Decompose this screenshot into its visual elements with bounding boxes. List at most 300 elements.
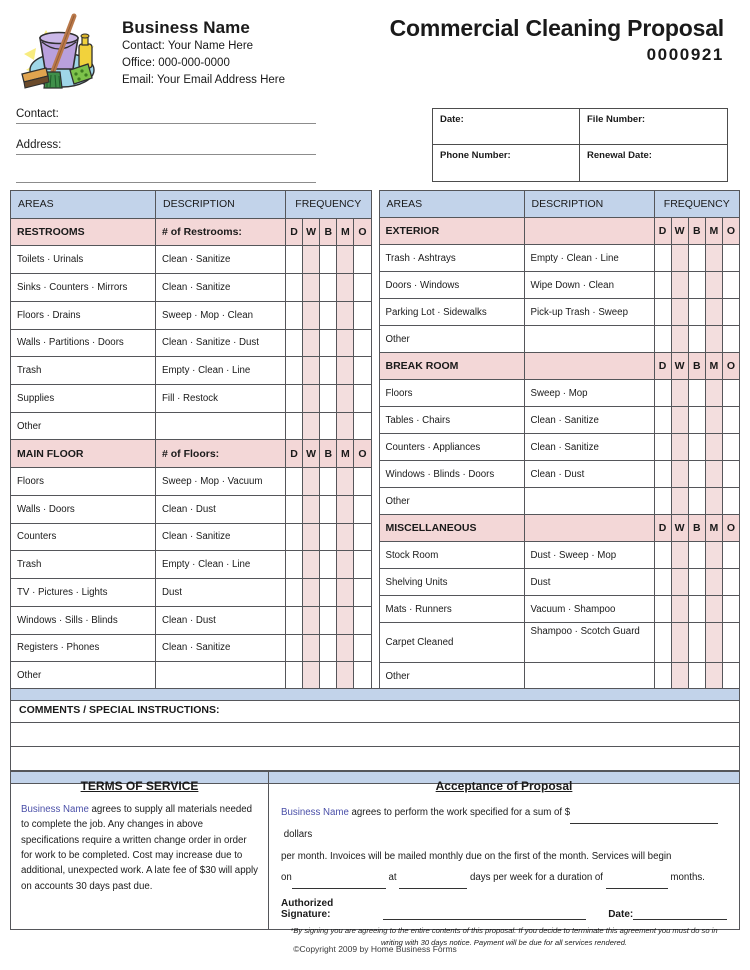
right-freq-cell-b[interactable]	[688, 245, 705, 272]
left-freq-cell-b[interactable]	[320, 551, 337, 579]
right-freq-cell-o[interactable]	[722, 380, 739, 407]
document-number: 0000921	[646, 45, 724, 65]
left-freq-cell-b[interactable]	[320, 329, 337, 357]
contact-field[interactable]: Contact:	[16, 108, 316, 124]
left-header-areas: AREAS	[11, 191, 156, 219]
left-freq-cell-w[interactable]	[303, 246, 320, 274]
right-freq-cell-d[interactable]	[654, 488, 671, 515]
right-freq-cell-o[interactable]	[722, 542, 739, 569]
right-description-cell: Vacuum · Shampoo	[524, 596, 654, 623]
business-office: Office: 000-000-0000	[122, 57, 230, 70]
left-freq-cell-m[interactable]	[337, 523, 354, 551]
left-freq-cell-d[interactable]	[286, 495, 303, 523]
left-table-row	[11, 495, 372, 523]
left-freq-cell-b[interactable]	[320, 606, 337, 634]
address-field[interactable]: Address:	[16, 139, 316, 155]
checklist-tables	[10, 190, 740, 690]
left-area-cell: Floors	[11, 468, 156, 496]
right-freq-cell-b[interactable]	[688, 380, 705, 407]
right-freq-cell-b[interactable]	[688, 542, 705, 569]
right-freq-cell-b[interactable]	[688, 461, 705, 488]
left-freq-cell-o[interactable]	[354, 662, 371, 690]
left-freq-header-m: M	[337, 218, 354, 246]
left-freq-cell-d[interactable]	[286, 606, 303, 634]
left-freq-cell-d[interactable]	[286, 551, 303, 579]
right-freq-cell-m[interactable]	[705, 596, 722, 623]
right-freq-header-d: D	[654, 353, 671, 380]
left-freq-cell-w[interactable]	[303, 412, 320, 440]
left-freq-cell-o[interactable]	[354, 634, 371, 662]
left-section-row	[11, 440, 372, 468]
left-checklist-table	[10, 190, 372, 690]
left-area-cell: TV · Pictures · Lights	[11, 579, 156, 607]
right-description-cell: Clean · Sanitize	[524, 407, 654, 434]
right-freq-cell-o[interactable]	[722, 569, 739, 596]
right-freq-cell-w[interactable]	[671, 596, 688, 623]
right-area-cell: Other	[379, 326, 524, 353]
left-description-cell: Empty · Clean · Line	[156, 551, 286, 579]
left-freq-header-w: W	[303, 440, 320, 468]
left-freq-cell-m[interactable]	[337, 274, 354, 302]
left-freq-cell-b[interactable]	[320, 523, 337, 551]
right-freq-cell-m[interactable]	[705, 326, 722, 353]
left-freq-cell-o[interactable]	[354, 523, 371, 551]
comments-input-line-2[interactable]	[11, 747, 739, 771]
left-freq-cell-m[interactable]	[337, 412, 354, 440]
left-freq-cell-m[interactable]	[337, 606, 354, 634]
right-freq-cell-w[interactable]	[671, 407, 688, 434]
left-description-cell: Clean · Sanitize	[156, 523, 286, 551]
right-freq-cell-w[interactable]	[671, 245, 688, 272]
left-freq-cell-m[interactable]	[337, 634, 354, 662]
left-freq-cell-m[interactable]	[337, 246, 354, 274]
left-area-cell: Windows · Sills · Blinds	[11, 606, 156, 634]
right-freq-cell-o[interactable]	[722, 596, 739, 623]
left-area-cell: Other	[11, 662, 156, 690]
left-description-cell	[156, 412, 286, 440]
right-table-row	[379, 434, 740, 461]
left-freq-cell-o[interactable]	[354, 301, 371, 329]
left-freq-cell-o[interactable]	[354, 329, 371, 357]
signature-row	[281, 898, 727, 920]
right-freq-cell-b[interactable]	[688, 299, 705, 326]
right-freq-cell-w[interactable]	[671, 623, 688, 663]
left-freq-cell-o[interactable]	[354, 495, 371, 523]
left-freq-cell-d[interactable]	[286, 468, 303, 496]
right-freq-header-b: B	[688, 353, 705, 380]
right-description-cell: Pick-up Trash · Sweep	[524, 299, 654, 326]
right-area-cell: Tables · Chairs	[379, 407, 524, 434]
document-info-box	[432, 108, 728, 182]
left-description-cell: Sweep · Mop · Vacuum	[156, 468, 286, 496]
left-freq-cell-b[interactable]	[320, 412, 337, 440]
left-freq-cell-d[interactable]	[286, 385, 303, 413]
left-freq-cell-b[interactable]	[320, 385, 337, 413]
right-checklist-table	[379, 190, 741, 690]
acceptance-line-3	[281, 867, 727, 889]
right-freq-cell-d[interactable]	[654, 245, 671, 272]
left-area-cell: Sinks · Counters · Mirrors	[11, 274, 156, 302]
left-table-row	[11, 551, 372, 579]
acceptance-at-label: at	[388, 872, 397, 884]
right-freq-cell-w[interactable]	[671, 272, 688, 299]
right-freq-header-d: D	[654, 218, 671, 245]
business-info-block	[122, 12, 285, 90]
right-table-row	[379, 461, 740, 488]
left-freq-cell-b[interactable]	[320, 468, 337, 496]
left-area-cell: Trash	[11, 551, 156, 579]
right-table-row	[379, 663, 740, 690]
right-table-row	[379, 245, 740, 272]
left-freq-cell-d[interactable]	[286, 274, 303, 302]
business-email: Email: Your Email Address Here	[122, 74, 285, 87]
right-freq-cell-o[interactable]	[722, 272, 739, 299]
start-date-input[interactable]	[292, 877, 386, 889]
right-freq-cell-m[interactable]	[705, 272, 722, 299]
left-description-cell: Clean · Dust	[156, 495, 286, 523]
comments-top-band	[11, 689, 739, 701]
left-area-cell: Toilets · Urinals	[11, 246, 156, 274]
right-freq-cell-d[interactable]	[654, 434, 671, 461]
signature-date-input[interactable]	[633, 908, 727, 920]
left-section-row	[11, 218, 372, 246]
left-freq-cell-o[interactable]	[354, 246, 371, 274]
acceptance-days-label: days per week for a duration of	[469, 872, 603, 884]
right-freq-cell-w[interactable]	[671, 461, 688, 488]
agreement-section	[10, 770, 740, 947]
left-table-row	[11, 329, 372, 357]
right-freq-cell-b[interactable]	[688, 272, 705, 299]
right-table-row	[379, 542, 740, 569]
file-number-field[interactable]: File Number:	[580, 109, 727, 145]
business-contact: Contact: Your Name Here	[122, 39, 254, 52]
right-freq-cell-b[interactable]	[688, 569, 705, 596]
right-freq-cell-b[interactable]	[688, 623, 705, 663]
terms-business-name: Business Name	[21, 804, 89, 815]
left-description-cell: # of Floors:	[156, 440, 286, 468]
right-freq-cell-b[interactable]	[688, 663, 705, 690]
left-freq-cell-d[interactable]	[286, 329, 303, 357]
right-description-cell: Dust	[524, 569, 654, 596]
right-freq-cell-m[interactable]	[705, 380, 722, 407]
right-freq-cell-d[interactable]	[654, 461, 671, 488]
left-freq-cell-w[interactable]	[303, 523, 320, 551]
right-description-cell: Clean · Dust	[524, 461, 654, 488]
right-description-cell: Sweep · Mop	[524, 380, 654, 407]
left-description-cell: Fill · Restock	[156, 385, 286, 413]
right-freq-cell-m[interactable]	[705, 299, 722, 326]
right-area-cell: Doors · Windows	[379, 272, 524, 299]
left-freq-cell-o[interactable]	[354, 274, 371, 302]
right-freq-cell-o[interactable]	[722, 434, 739, 461]
left-freq-cell-w[interactable]	[303, 662, 320, 690]
right-freq-cell-o[interactable]	[722, 663, 739, 690]
divider-rule	[16, 182, 316, 183]
left-freq-cell-w[interactable]	[303, 301, 320, 329]
left-description-cell: Dust	[156, 579, 286, 607]
right-freq-cell-m[interactable]	[705, 569, 722, 596]
left-freq-cell-o[interactable]	[354, 357, 371, 385]
comments-input-line-1[interactable]	[11, 723, 739, 747]
right-freq-cell-d[interactable]	[654, 299, 671, 326]
right-freq-header-d: D	[654, 515, 671, 542]
left-table-row	[11, 468, 372, 496]
left-freq-header-b: B	[320, 440, 337, 468]
right-table-row	[379, 623, 740, 663]
left-freq-cell-m[interactable]	[337, 357, 354, 385]
right-freq-header-m: M	[705, 353, 722, 380]
left-table-row	[11, 357, 372, 385]
right-area-cell: Other	[379, 488, 524, 515]
right-header-description: DESCRIPTION	[524, 191, 654, 218]
terms-body	[21, 802, 258, 894]
left-freq-cell-b[interactable]	[320, 246, 337, 274]
right-freq-cell-m[interactable]	[705, 461, 722, 488]
left-freq-header-o: O	[354, 218, 371, 246]
left-freq-cell-o[interactable]	[354, 468, 371, 496]
left-freq-cell-d[interactable]	[286, 662, 303, 690]
left-freq-cell-w[interactable]	[303, 634, 320, 662]
right-description-cell	[524, 326, 654, 353]
right-freq-cell-o[interactable]	[722, 299, 739, 326]
right-area-cell: Windows · Blinds · Doors	[379, 461, 524, 488]
left-freq-cell-b[interactable]	[320, 634, 337, 662]
left-freq-header-o: O	[354, 440, 371, 468]
title-block	[390, 12, 740, 65]
right-column-header-row	[379, 191, 740, 218]
right-table-row	[379, 326, 740, 353]
left-area-cell: Trash	[11, 357, 156, 385]
right-description-cell	[524, 218, 654, 245]
right-area-cell: Trash · Ashtrays	[379, 245, 524, 272]
right-freq-cell-w[interactable]	[671, 380, 688, 407]
right-freq-cell-o[interactable]	[722, 461, 739, 488]
left-freq-cell-m[interactable]	[337, 468, 354, 496]
left-freq-cell-o[interactable]	[354, 579, 371, 607]
left-area-cell: Other	[11, 412, 156, 440]
right-freq-cell-m[interactable]	[705, 623, 722, 663]
right-freq-cell-m[interactable]	[705, 434, 722, 461]
left-freq-cell-m[interactable]	[337, 385, 354, 413]
acceptance-line-1	[281, 802, 727, 846]
right-freq-cell-b[interactable]	[688, 326, 705, 353]
left-freq-cell-m[interactable]	[337, 662, 354, 690]
left-freq-header-d: D	[286, 440, 303, 468]
left-freq-cell-d[interactable]	[286, 301, 303, 329]
right-freq-header-o: O	[722, 353, 739, 380]
right-area-cell: MISCELLANEOUS	[379, 515, 524, 542]
right-table-row	[379, 596, 740, 623]
right-section-row	[379, 218, 740, 245]
left-freq-cell-w[interactable]	[303, 468, 320, 496]
right-freq-cell-d[interactable]	[654, 569, 671, 596]
left-freq-header-d: D	[286, 218, 303, 246]
right-freq-cell-m[interactable]	[705, 663, 722, 690]
right-freq-cell-b[interactable]	[688, 488, 705, 515]
right-freq-cell-d[interactable]	[654, 407, 671, 434]
right-freq-header-w: W	[671, 218, 688, 245]
left-freq-cell-d[interactable]	[286, 412, 303, 440]
left-header-description: DESCRIPTION	[156, 191, 286, 219]
right-freq-cell-m[interactable]	[705, 488, 722, 515]
left-freq-cell-d[interactable]	[286, 246, 303, 274]
page-title: Commercial Cleaning Proposal	[389, 15, 724, 41]
left-freq-cell-o[interactable]	[354, 606, 371, 634]
left-freq-cell-o[interactable]	[354, 412, 371, 440]
right-freq-cell-o[interactable]	[722, 245, 739, 272]
left-freq-cell-m[interactable]	[337, 329, 354, 357]
right-table-row	[379, 407, 740, 434]
left-freq-cell-d[interactable]	[286, 523, 303, 551]
left-column-header-row	[11, 191, 372, 219]
left-freq-cell-m[interactable]	[337, 301, 354, 329]
right-description-cell: Wipe Down · Clean	[524, 272, 654, 299]
right-description-cell: Shampoo · Scotch Guard	[524, 623, 654, 663]
right-freq-cell-w[interactable]	[671, 488, 688, 515]
duration-input[interactable]	[606, 877, 668, 889]
left-freq-cell-o[interactable]	[354, 385, 371, 413]
table-gap	[372, 190, 379, 690]
right-area-cell: BREAK ROOM	[379, 353, 524, 380]
left-table-row	[11, 579, 372, 607]
left-table-row	[11, 662, 372, 690]
days-per-week-input[interactable]	[399, 877, 467, 889]
right-freq-cell-d[interactable]	[654, 596, 671, 623]
terms-body-text: agrees to supply all materials needed to complete the job. Any changes in above specifications require a written change order in order for work to be completed. Cost may increase due to additional, unexpected work. A late fee of $30 will apply on accounts 30 days past due.	[21, 804, 258, 892]
right-freq-cell-w[interactable]	[671, 326, 688, 353]
left-table-row	[11, 246, 372, 274]
right-freq-cell-w[interactable]	[671, 542, 688, 569]
right-freq-cell-b[interactable]	[688, 596, 705, 623]
signature-input[interactable]	[383, 908, 586, 920]
right-freq-cell-b[interactable]	[688, 407, 705, 434]
right-description-cell: Clean · Sanitize	[524, 434, 654, 461]
left-freq-cell-w[interactable]	[303, 274, 320, 302]
left-freq-cell-b[interactable]	[320, 495, 337, 523]
left-freq-cell-w[interactable]	[303, 606, 320, 634]
left-table-row	[11, 523, 372, 551]
right-table-row	[379, 380, 740, 407]
acceptance-line1-prefix: agrees to perform the work specified for a sum of $	[348, 807, 571, 818]
left-description-cell: Empty · Clean · Line	[156, 357, 286, 385]
left-table-row	[11, 301, 372, 329]
acceptance-months-label: months.	[670, 872, 705, 884]
right-description-cell	[524, 663, 654, 690]
right-freq-cell-d[interactable]	[654, 326, 671, 353]
right-freq-header-o: O	[722, 218, 739, 245]
left-area-cell: Walls · Doors	[11, 495, 156, 523]
left-freq-header-m: M	[337, 440, 354, 468]
right-description-cell: Dust · Sweep · Mop	[524, 542, 654, 569]
right-section-row	[379, 515, 740, 542]
left-freq-cell-b[interactable]	[320, 357, 337, 385]
date-field[interactable]: Date:	[433, 109, 580, 145]
right-freq-header-w: W	[671, 515, 688, 542]
right-freq-cell-d[interactable]	[654, 542, 671, 569]
right-freq-header-m: M	[705, 218, 722, 245]
left-description-cell	[156, 662, 286, 690]
left-area-cell: Floors · Drains	[11, 301, 156, 329]
right-freq-cell-m[interactable]	[705, 245, 722, 272]
sum-input[interactable]	[570, 812, 718, 824]
right-table-row	[379, 569, 740, 596]
left-freq-cell-w[interactable]	[303, 495, 320, 523]
acceptance-on-label: on	[281, 872, 292, 884]
left-freq-cell-d[interactable]	[286, 579, 303, 607]
right-freq-cell-w[interactable]	[671, 569, 688, 596]
left-freq-cell-b[interactable]	[320, 579, 337, 607]
left-freq-header-w: W	[303, 218, 320, 246]
left-freq-cell-w[interactable]	[303, 551, 320, 579]
right-area-cell: Parking Lot · Sidewalks	[379, 299, 524, 326]
left-freq-cell-b[interactable]	[320, 301, 337, 329]
left-freq-cell-w[interactable]	[303, 357, 320, 385]
right-freq-cell-d[interactable]	[654, 663, 671, 690]
left-description-cell: Clean · Sanitize	[156, 634, 286, 662]
right-freq-cell-d[interactable]	[654, 623, 671, 663]
left-freq-cell-m[interactable]	[337, 579, 354, 607]
left-freq-cell-m[interactable]	[337, 495, 354, 523]
left-freq-cell-b[interactable]	[320, 662, 337, 690]
left-freq-cell-m[interactable]	[337, 551, 354, 579]
right-freq-cell-w[interactable]	[671, 434, 688, 461]
right-freq-cell-b[interactable]	[688, 434, 705, 461]
left-freq-cell-w[interactable]	[303, 579, 320, 607]
right-freq-cell-m[interactable]	[705, 407, 722, 434]
copyright-footer: ©Copyright 2009 by Home Business Forms	[293, 944, 457, 954]
left-freq-cell-d[interactable]	[286, 634, 303, 662]
right-freq-cell-o[interactable]	[722, 326, 739, 353]
right-area-cell: EXTERIOR	[379, 218, 524, 245]
renewal-date-field[interactable]: Renewal Date:	[587, 150, 652, 161]
page-header	[10, 0, 740, 100]
right-table-row	[379, 272, 740, 299]
right-freq-cell-o[interactable]	[722, 623, 739, 663]
right-freq-cell-m[interactable]	[705, 542, 722, 569]
right-freq-cell-d[interactable]	[654, 272, 671, 299]
right-freq-header-w: W	[671, 353, 688, 380]
left-freq-cell-b[interactable]	[320, 274, 337, 302]
right-area-cell: Mats · Runners	[379, 596, 524, 623]
right-freq-cell-o[interactable]	[722, 407, 739, 434]
signature-label: Authorized Signature:	[281, 898, 334, 921]
left-freq-cell-d[interactable]	[286, 357, 303, 385]
right-freq-cell-w[interactable]	[671, 299, 688, 326]
cleaning-supplies-icon	[16, 12, 108, 90]
signature-date-label: Date:	[608, 909, 634, 921]
right-description-cell	[524, 353, 654, 380]
left-freq-cell-w[interactable]	[303, 329, 320, 357]
left-area-cell: RESTROOMS	[11, 218, 156, 246]
right-header-areas: AREAS	[379, 191, 524, 218]
right-area-cell: Floors	[379, 380, 524, 407]
left-table-row	[11, 385, 372, 413]
right-freq-cell-d[interactable]	[654, 380, 671, 407]
right-freq-cell-w[interactable]	[671, 663, 688, 690]
right-area-cell: Other	[379, 663, 524, 690]
right-description-cell	[524, 488, 654, 515]
right-freq-header-b: B	[688, 218, 705, 245]
right-section-row	[379, 353, 740, 380]
right-freq-cell-o[interactable]	[722, 488, 739, 515]
left-freq-cell-w[interactable]	[303, 385, 320, 413]
acceptance-fineprint: *By signing you are agreeing to the entire contents of this proposal. If you decide to terminate this agreement you must do so in writing with 30 days notice. Payment will be due for all services rendered.	[290, 926, 718, 947]
business-name: Business Name	[122, 18, 250, 37]
phone-number-field[interactable]: Phone Number:	[433, 145, 580, 181]
left-description-cell: # of Restrooms:	[156, 218, 286, 246]
left-freq-cell-o[interactable]	[354, 551, 371, 579]
left-table-row	[11, 634, 372, 662]
